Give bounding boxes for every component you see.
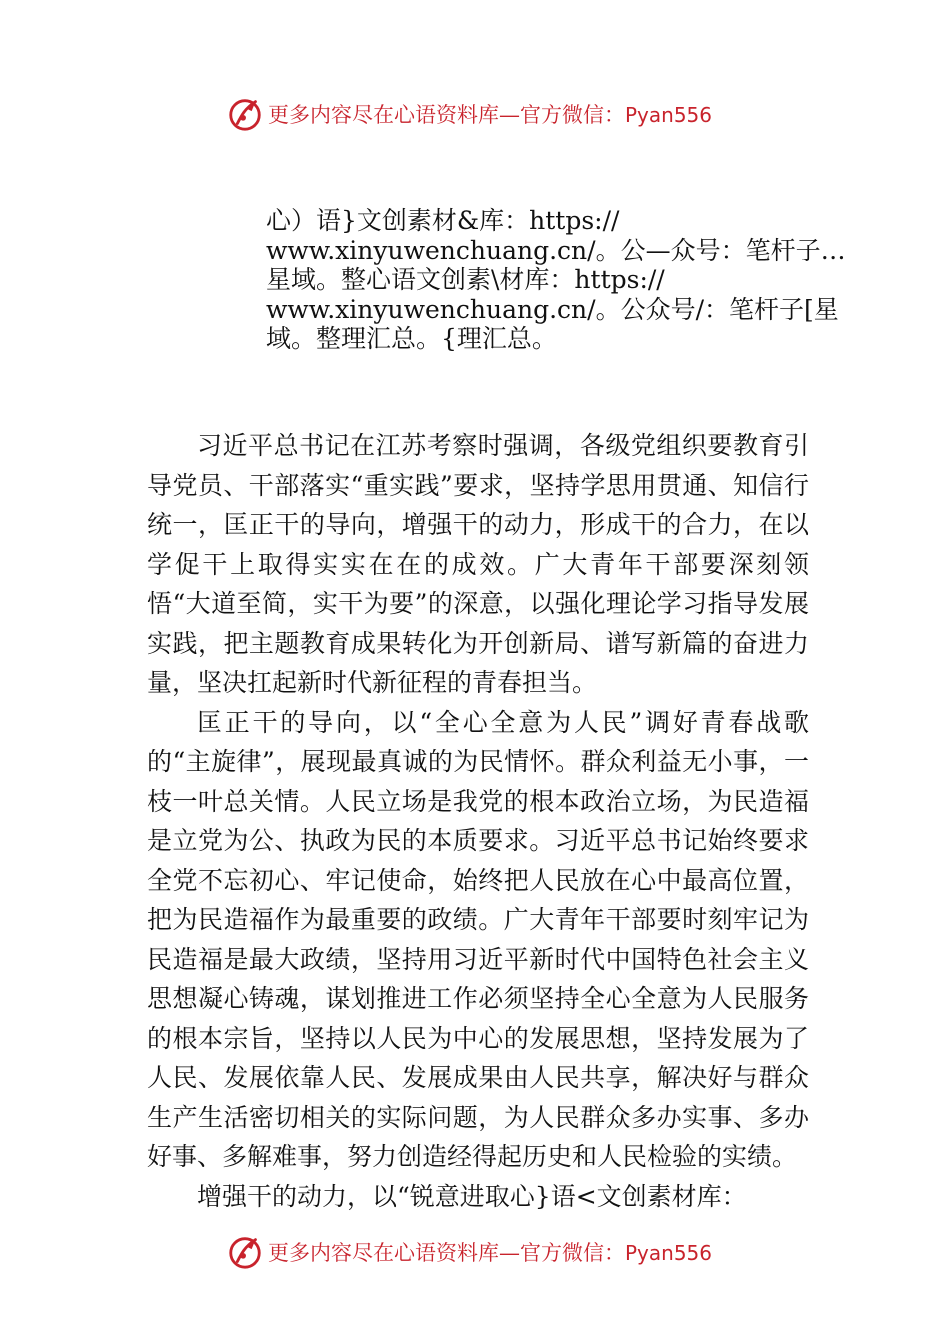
notice-line: www.xinyuwenchuang.cn/。公众号/：笔杆子[星 [266, 294, 839, 324]
banner-text [268, 1237, 712, 1267]
article-paragraph: 增强干的动力，以“锐意进取心}语<文创素材库： [197, 1181, 747, 1211]
banner-main-text: 更多内容尽在心语资料库 [268, 103, 499, 127]
notice-line: 心）语}文创素材&库：https:// [266, 206, 620, 235]
banner-text [268, 99, 712, 129]
article-body [147, 426, 809, 1216]
logo-icon [226, 95, 264, 133]
notice-line: www.xinyuwenchuang.cn/。公—众号：笔杆子… [266, 235, 846, 265]
footer-banner [226, 1232, 712, 1272]
article-paragraph: 习近平总书记在江苏考察时强调，各级党组织要教育引导党员、干部落实“重实践”要求，坚持学思用贯通、知信行统一，匡正干的导向，增强干的动力，形成干的合力，在以学促干上取得实实在在的成效。广大青年干部要深刻领悟“大道至简，实干为要”的深意，以强化理论学习指导发展实践，把主题教育成果转化为开创新局、谱写新篇的奋进力量，坚决扛起新时代新征程的青春担当。 [147, 431, 809, 697]
notice-line: 域。整理汇总。{理汇总。 [266, 324, 557, 353]
logo-icon [226, 1233, 264, 1271]
banner-dash: — [499, 103, 520, 127]
banner-account: Pyan556 [625, 1241, 713, 1265]
notice-block [266, 206, 846, 354]
banner-weixin-label: 官方微信： [520, 1241, 625, 1265]
banner-weixin-label: 官方微信： [520, 103, 625, 127]
banner-main-text: 更多内容尽在心语资料库 [268, 1241, 499, 1265]
banner-account: Pyan556 [625, 103, 713, 127]
article-paragraph: 匡正干的导向，以“全心全意为人民”调好青春战歌的“主旋律”，展现最真诚的为民情怀。群众利益无小事，一枝一叶总关情。人民立场是我党的根本政治立场，为民造福是立党为公、执政为民的本质要求。习近平总书记始终要求全党不忘初心、牢记使命，始终把人民放在心中最高位置，把为民造福作为最重要的政绩。广大青年干部要时刻牢记为民造福是最大政绩，坚持用习近平新时代中国特色社会主义思想凝心铸魂，谋划推进工作必须坚持全心全意为人民服务的根本宗旨，坚持以人民为中心的发展思想，坚持发展为了人民、发展依靠人民、发展成果由人民共享，解决好与群众生产生活密切相关的实际问题，为人民群众多办实事、多办好事、多解难事，努力创造经得起历史和人民检验的实绩。 [147, 707, 809, 1171]
header-banner [226, 94, 712, 134]
notice-line: 星域。整心语文创素\材库：https:// [266, 265, 665, 294]
banner-dash: — [499, 1241, 520, 1265]
